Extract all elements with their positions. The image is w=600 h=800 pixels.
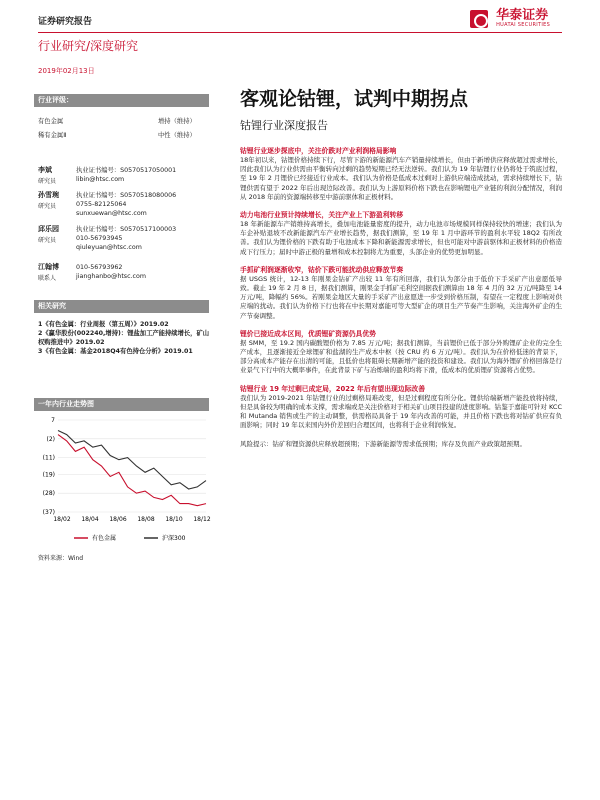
rating-row [38,116,206,125]
rating-row [38,130,206,139]
analyst-email[interactable]: sunxuewan@htsc.com [76,210,147,217]
report-date: 2019年02月13日 [38,67,95,75]
rating-value: 增持（维持） [158,118,196,125]
report-subtitle: 钴锂行业深度报告 [240,119,328,132]
y-tick-label: (19) [42,471,55,479]
analyst-name: 李斌 [38,166,52,174]
main-content [240,140,562,450]
industry-trend-chart [34,414,212,552]
section-heading: 动力电池行业预计持续增长，关注产业上下游盈利转移 [240,211,404,220]
brand-logo [470,8,560,30]
analyst-email[interactable]: qiuleyuan@htsc.com [76,244,142,251]
report-type: 证券研究报告 [38,17,93,27]
header-divider [38,32,562,33]
analyst-phone: 0755-82125064 [76,201,127,208]
section-body: 18 年新能源车产销维持高增长，叠加电池能量密度的提升，动力电池市场规模同样保持较快的增速；我们认为车企补贴退坡不改新能源汽车产业增长趋势，据我们测算，至 19 年 1 月中游环节的盈利水平较 18Q2 有所改善。我们认为锂价格的下跌有助于电池成本下降和新能源需求增长，但也可能对中游前驱体和正极材料的价格造成下行压力；届时中游正极的量增和成本控制将尤为重要，头部企业的优势更加明显。 [240,220,562,256]
series-line [58,435,206,506]
chart-header: 一年内行业走势图 [34,398,209,411]
y-tick-label: (37) [42,509,55,516]
analyst-role: 研究员 [38,237,57,244]
section-heading: 手抓矿利润逐渐收窄，钴价下跌可能扰动供应释放节奏 [240,265,404,274]
series-line [58,431,206,490]
logo-en: HUATAI SECURITIES [496,22,551,28]
x-tick-label: 18/06 [109,516,127,523]
report-title: 客观论钴锂，试判中期拐点 [240,88,469,110]
x-tick-label: 18/04 [81,516,99,523]
analyst-cert: 执业证书编号：S0570517050001 [76,167,177,174]
y-tick-label: (28) [42,490,55,498]
y-tick-label: (2) [46,435,55,443]
risk-warning: 风险提示：钴矿和锂资源供应释放超预期；下游新能源等需求低预期；库存及负面产业政策超预期。 [240,440,526,449]
x-tick-label: 18/10 [165,516,183,523]
rating-value: 中性（维持） [158,132,196,139]
analyst-cert: 执业证书编号：S0570518080006 [76,192,177,199]
section-body: 我们认为 2019-2021 年钴锂行业的过剩格局难改变，但是过剩程度有所分化。锂供给端新增产能投放将持续，但是具备较为明确的成本支撑，需求端或是关注价格对于相关矿山项目投建的进度影响。钴鉴于嘉能可针对 KCC 和 Mutanda 销售或生产的主动调整，供需格局具备于 19 年内改善的可能，并且价格下跌也将对钴矿供应有负面影响；同时 19 年以来国内外价差回归合理区间，也将利于企业利润恢复。 [240,393,562,430]
y-tick-label: 7 [51,417,55,424]
analyst-name: 邱乐园 [38,225,59,233]
section-heading: 钴锂行业逐步探底中，关注价跌对产业利润格局影响 [240,147,397,155]
x-tick-label: 18/02 [53,516,71,523]
section-heading: 钴锂行业 19 年过剩已成定局，2022 年后有望出现边际改善 [240,384,426,393]
analyst-email[interactable]: jianghanbo@htsc.com [76,273,146,280]
analyst-cert: 执业证书编号：S0570517100003 [76,226,177,233]
analyst-phone: 010-56793945 [76,235,123,242]
related-header: 相关研究 [34,300,209,313]
legend-label: 沪深300 [162,535,186,542]
x-tick-label: 18/12 [193,516,211,523]
logo-icon [470,10,488,28]
section-body: 18年初以来，钴锂价格持续下行，尽管下游的新能源汽车产销量持续增长，但由于新增供应释放超过需求增长，因此我们认为行业供需由平衡转向过剩的趋势短期已经无法逆转。我们认为 19 年钴锂行业仍将处于筑底过程，至 19 年 2 月锂价已经接近行业成本。我们认为价格是低成本过剩对上游供应端造成扰动，需求持续增长下，钴锂供需有望于 2022 年后出现边际改善。我们认为上游原料价格下跌也在影响锂电产业链的利润分配情况，利润从 2018 年前的资源端转移至中游前驱体和正极材料。 [240,156,562,201]
related-list [38,320,210,356]
analyst-phone: 010-56793962 [76,264,123,271]
chart-source: 资料来源：Wind [38,555,84,562]
analyst-email[interactable]: libin@htsc.com [76,176,125,183]
related-item[interactable]: 2《赢华股份(002240,增持)：锂盐加工产能持续增长，矿山权购推进中》2019.02 [38,330,210,346]
report-category: 行业研究/深度研究 [38,39,139,53]
rating-sector: 有色金属 [38,118,64,125]
legend-label: 有色金属 [92,535,117,542]
rating-header: 行业评级： [34,94,209,107]
analyst-name: 孙雪琬 [38,191,59,199]
rating-sector: 稀有金属Ⅱ [38,132,67,139]
section-body: 据 SMM，至 19.2 国内碳酸锂价格为 7.85 万元/吨；据我们测算，当前锂价已低于部分外购锂矿企业的完全生产成本，且逐渐接近全球锂矿和盐湖的生产成本中枢（按 CRU 约 6 万元/吨）。我们认为在价格低迷的背景下，部分高成本产能存在出清的可能，且低价也将阻碍长期新增产能的投资和建设。我们认为海外锂矿价格回落是行业景气下行中的大概率事件，在此背景下矿与冶炼端的盈利均将下滑，低成本的优质锂矿资源将占优势。 [240,338,562,375]
analyst-role: 联系人 [38,275,57,282]
section-body: 据 USGS 统计，12-13 年刚果金钴矿产出较 11 年有所回落，我们认为部分由于低价下手采矿产出意愿低导致。截止 19 年 2 月 8 日，据我们测算，刚果金手抓矿毛利空间据我们测算由 18 年 4 月的 32 万元/吨降至 14 万元/吨，降幅约 56%。若刚果金地区大量的手采矿产出意愿进一步受到价格压制，有望在一定程度上影响对供应端的扰动。我们认为价格下行也将在中长期对嘉能可等大型矿企的项目生产节奏产生影响，关注海外矿企的生产节奏调整。 [240,274,562,320]
x-tick-label: 18/08 [137,516,155,523]
analyst-role: 研究员 [38,203,57,210]
related-item[interactable]: 3《有色金属：基金2018Q4有色持仓分析》2019.01 [38,348,193,355]
logo-cn: 华泰证券 [496,8,549,23]
y-tick-label: (11) [42,454,55,462]
related-item[interactable]: 1《有色金属：行业周报（第五周）》2019.02 [38,321,169,328]
analyst-role: 研究员 [38,178,57,185]
section-heading: 锂价已接近成本区间，优质锂矿资源仍具优势 [240,329,376,338]
analyst-name: 江翰博 [38,263,59,271]
